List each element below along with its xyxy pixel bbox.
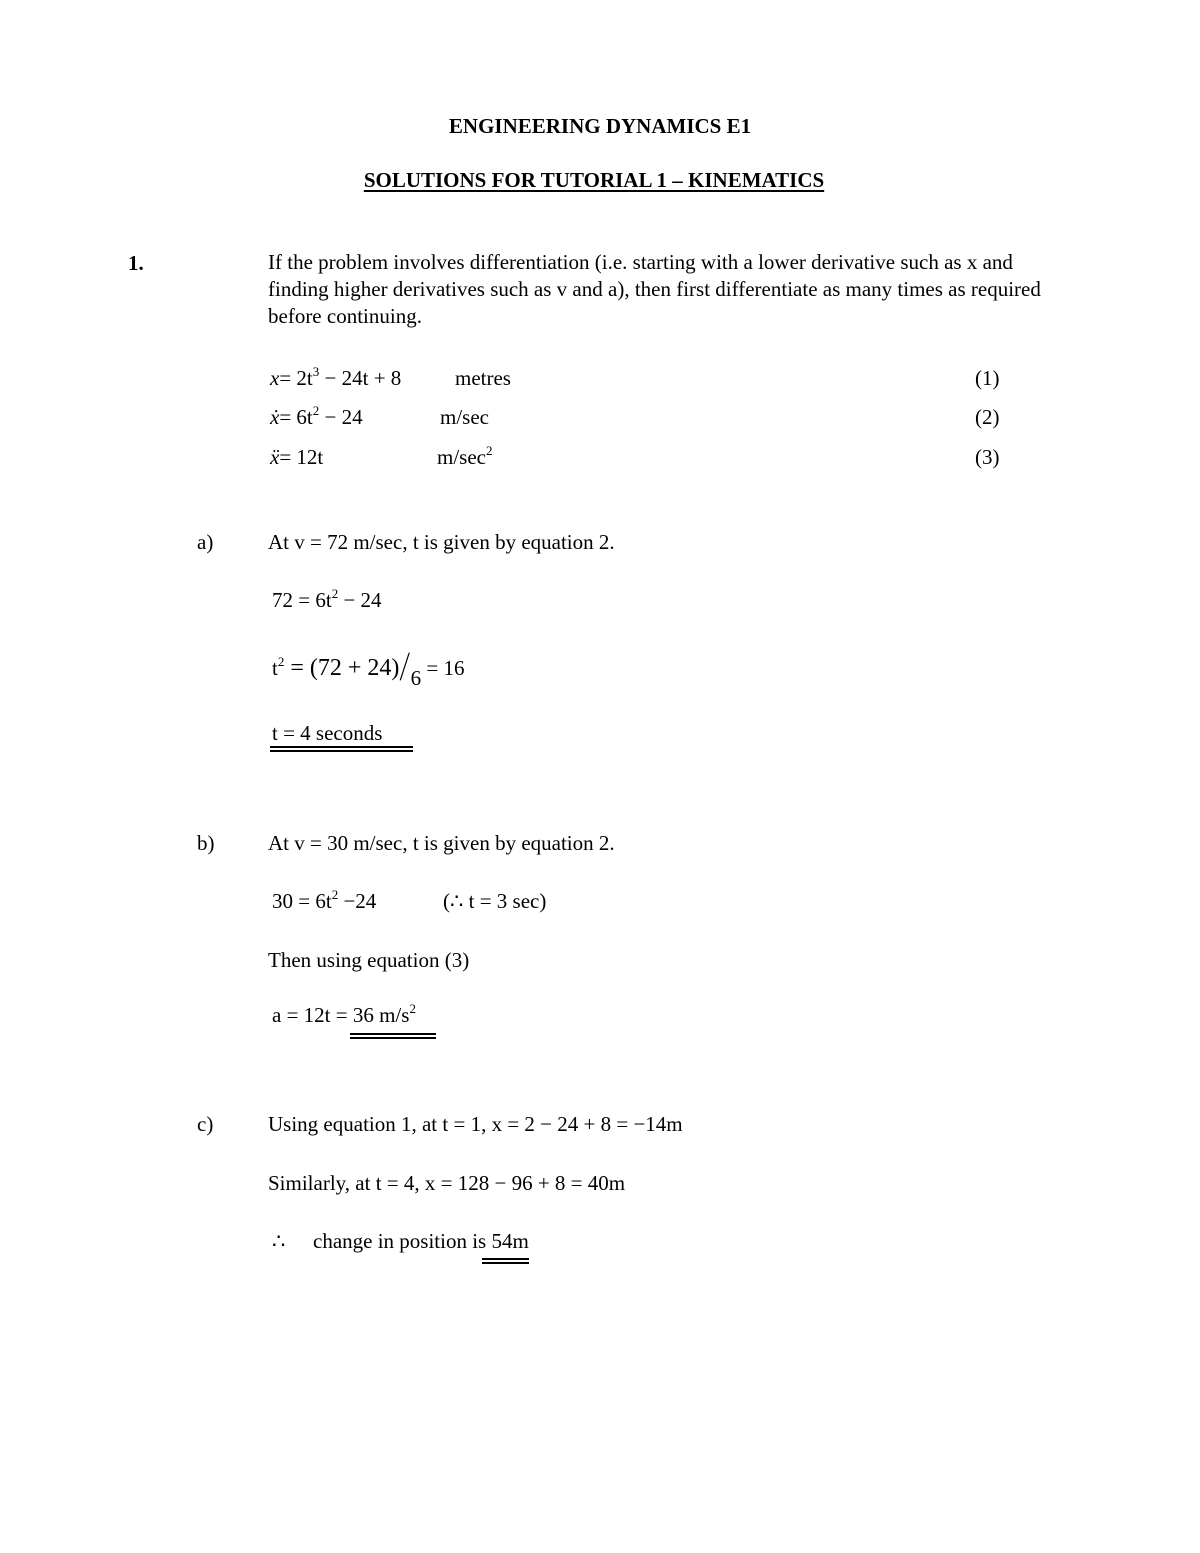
equation-2: ẋ= $6t^2 - 24$ [270,403,363,429]
equation-3-ref: (3) [975,445,1000,469]
page-title: ENGINEERING DYNAMICS E1 [448,114,752,138]
question-intro: If the problem involves differentiation (i.e. starting with a lower derivative such as x and finding higher derivatives such as v and a), then first differentiate as many times as required before continuing. [268,250,1041,328]
part-c-line-2: Similarly, at t = 4, x = 128 − 96 + 8 = 40m [268,1171,626,1195]
part-b-statement: At v = 30 m/sec, t is given by equation 2. [268,831,615,855]
answer-double-underline [482,1258,529,1264]
part-c-line-3: change in position is 54m [313,1229,529,1253]
part-a-statement: At v = 72 m/sec, t is given by equation 2. [268,530,615,554]
answer-double-underline [350,1033,436,1039]
part-a-line-1: $72 = 6t^2 - 24$ [272,586,382,612]
part-b-line-2: Then using equation (3) [268,948,470,972]
part-a-label: a) [197,530,214,554]
question-number: 1. [128,251,144,275]
part-a-answer: t = 4 seconds [272,721,383,745]
part-b-line-1: $30 = 6t^2 -24$ [272,887,377,913]
part-b-line-3: a = 12t = 36 $m/s^2$ [272,1001,416,1027]
part-a-line-2: $t^2 = (72 + 24)/6 = 16$ [272,643,465,690]
equation-1: $x= 2t^3 - 24t + 8$ [270,364,402,390]
part-b-label: b) [197,831,215,855]
part-c-line-1: Using equation 1, at t = 1, x = 2 − 24 + 8 = −14m [268,1112,683,1136]
part-b-note: (∴ t = 3 sec) [443,889,547,913]
equation-2-ref: (2) [975,405,1000,429]
therefore-symbol: ∴ [272,1229,286,1253]
answer-double-underline [270,746,413,752]
equation-3: ẍ= 12t [270,445,324,469]
equation-2-unit: m/sec [440,405,489,429]
equation-1-unit: metres [455,366,511,390]
page-subtitle: SOLUTIONS FOR TUTORIAL 1 – KINEMATICS [363,168,825,192]
equation-3-unit: $m/\sec^2$ [437,443,493,469]
equation-1-ref: (1) [975,366,1000,390]
part-c-label: c) [197,1112,214,1136]
